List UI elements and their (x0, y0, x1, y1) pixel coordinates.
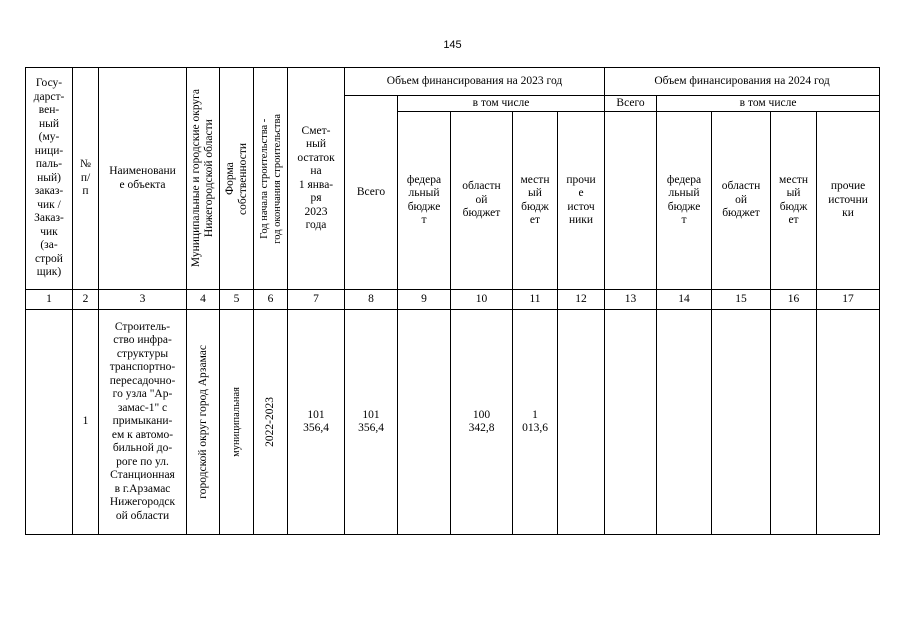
row-municipal: городской округ город Арзамас (196, 345, 209, 499)
header-including-2024: в том числе (657, 96, 880, 112)
row-regional-2024 (712, 310, 771, 535)
column-number: 17 (817, 290, 880, 310)
header-total-2023: Всего (345, 96, 398, 290)
column-number: 8 (345, 290, 398, 310)
column-number: 4 (187, 290, 220, 310)
row-federal-2023 (398, 310, 451, 535)
column-number: 9 (398, 290, 451, 310)
header-ownership-cell (220, 68, 254, 290)
row-number: 1 (73, 310, 99, 535)
header-volume-2023: Объем финансирования на 2023 год (345, 68, 605, 96)
column-number: 1 (26, 290, 73, 310)
row-ownership-cell (220, 310, 254, 535)
page-number: 145 (443, 39, 462, 51)
header-local-2024: местн ый бюдж ет (771, 112, 817, 290)
row-other-2024 (817, 310, 880, 535)
column-number: 3 (99, 290, 187, 310)
row-local-2023: 1 013,6 (513, 310, 558, 535)
row-federal-2024 (657, 310, 712, 535)
column-number: 16 (771, 290, 817, 310)
column-number: 6 (254, 290, 288, 310)
header-estimate: Смет- ный остаток на 1 янва- ря 2023 года (288, 68, 345, 290)
column-number: 12 (558, 290, 605, 310)
header-total-2024: Всего (605, 96, 657, 112)
row-regional-2023: 100 342,8 (451, 310, 513, 535)
row-years: 2022-2023 (264, 397, 276, 447)
header-municipal: Муниципальные и городские округа Нижегородской области (190, 89, 215, 268)
header-ownership: Форма собственности (223, 142, 249, 215)
header-including-2023: в том числе (398, 96, 605, 112)
row-customer (26, 310, 73, 535)
table-row (26, 310, 880, 535)
header-municipal-cell (187, 68, 220, 290)
row-estimate: 101 356,4 (288, 310, 345, 535)
header-object-name: Наименовани е объекта (99, 68, 187, 290)
header-number: № п/ п (73, 68, 99, 290)
column-number: 15 (712, 290, 771, 310)
column-number: 7 (288, 290, 345, 310)
row-municipal-cell (187, 310, 220, 535)
row-ownership: муниципальная (231, 387, 242, 457)
header-years: Год начала строительства - год окончания строительства (258, 113, 283, 244)
funding-table (25, 67, 880, 535)
column-number: 5 (220, 290, 254, 310)
header-row-1 (26, 68, 880, 96)
header-years-cell (254, 68, 288, 290)
column-numbers-row (26, 290, 880, 310)
header-volume-2024: Объем финансирования на 2024 год (605, 68, 880, 96)
header-total-2024-blank (605, 112, 657, 290)
column-number: 14 (657, 290, 712, 310)
column-number: 2 (73, 290, 99, 310)
header-other-2023: прочи е источ ники (558, 112, 605, 290)
header-customer: Госу- дарст- вен- ный (му- ници- паль- ный) заказ- чик / Заказ- чик (за- строй щик) (26, 68, 73, 290)
header-other-2024: прочие источни ки (817, 112, 880, 290)
row-years-cell (254, 310, 288, 535)
column-number: 13 (605, 290, 657, 310)
row-total-2023: 101 356,4 (345, 310, 398, 535)
row-total-2024 (605, 310, 657, 535)
header-regional-2024: областн ой бюджет (712, 112, 771, 290)
header-local-2023: местн ый бюдж ет (513, 112, 558, 290)
header-federal-2023: федера льный бюдже т (398, 112, 451, 290)
column-number: 10 (451, 290, 513, 310)
row-local-2024 (771, 310, 817, 535)
header-federal-2024: федера льный бюдже т (657, 112, 712, 290)
column-number: 11 (513, 290, 558, 310)
row-other-2023 (558, 310, 605, 535)
row-object-name: Строитель- ство инфра- структуры транспортно- пересадочно- го узла "Ар- замас-1" с примыкани- ем к автомо- бильной до- роге по ул. Станционная в г.Арзамас Нижегородск ой области (99, 310, 187, 535)
header-regional-2023: областн ой бюджет (451, 112, 513, 290)
